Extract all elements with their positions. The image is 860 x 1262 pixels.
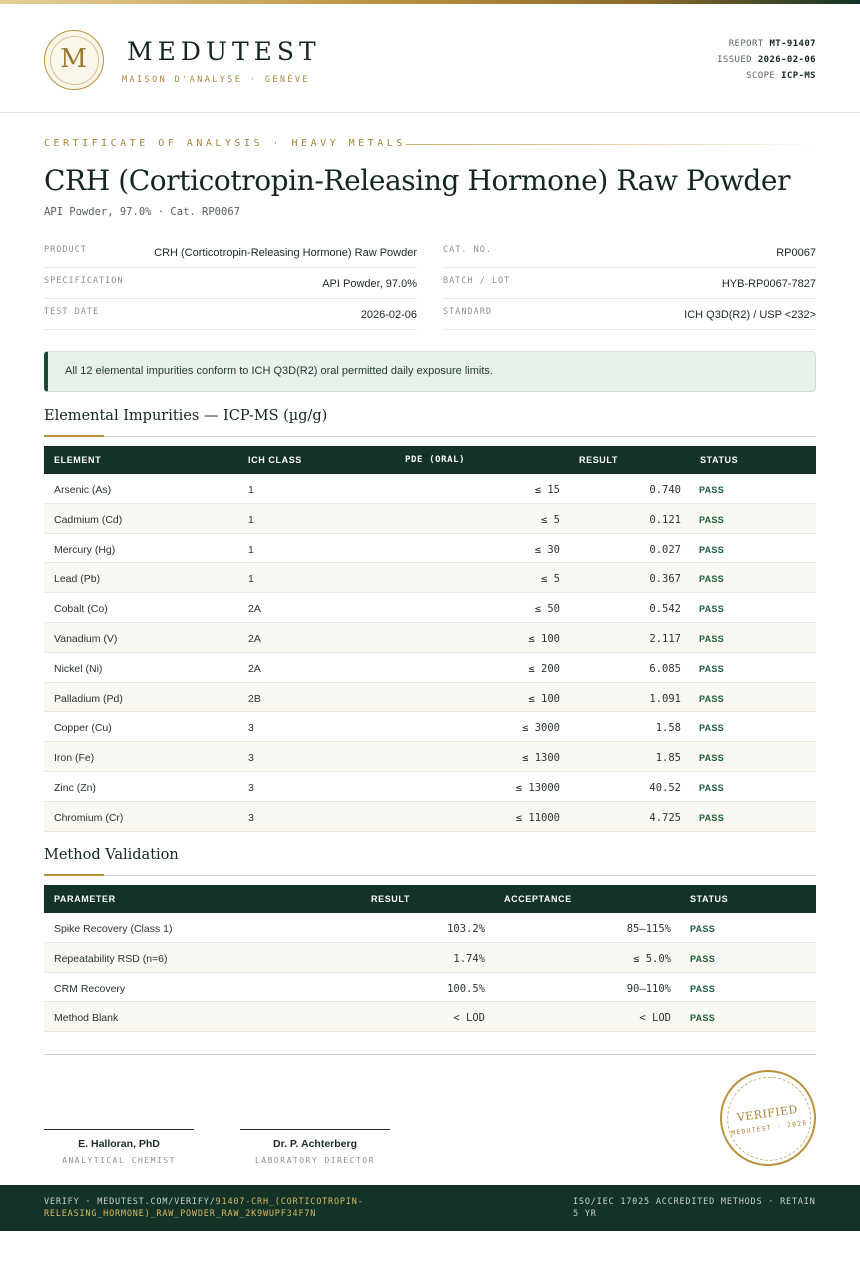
signature-divider <box>44 1054 816 1055</box>
result-value: < LOD <box>453 1012 485 1025</box>
verify-link[interactable]: 91407-CRH_(CORTICOTROPIN-RELEASING_HORMONE)_RAW_POWDER_RAW_2K9WUPF34F7N <box>44 1197 364 1219</box>
page-title: CRH (Corticotropin-Releasing Hormone) Raw Powder <box>44 164 791 197</box>
acceptance-criterion: 90–110% <box>626 982 671 995</box>
page-subtitle: API Powder, 97.0% · Cat. RP0067 <box>44 206 240 218</box>
pde-limit: ≤ 200 <box>528 662 560 675</box>
info-label: CAT. NO. <box>443 245 492 255</box>
result-value: 1.58 <box>655 722 681 735</box>
validation-table-body <box>44 913 816 1032</box>
info-row <box>44 299 417 330</box>
validation-table <box>44 885 816 1032</box>
column-header: ELEMENT <box>54 455 102 465</box>
result-value: 4.725 <box>649 811 681 824</box>
impurities-heading: Elemental Impurities — ICP-MS (µg/g) <box>44 408 328 424</box>
status-badge: PASS <box>699 663 725 674</box>
pde-limit: ≤ 11000 <box>515 811 560 824</box>
validation-heading: Method Validation <box>44 847 179 863</box>
table-row <box>44 973 816 1003</box>
table-row <box>44 474 816 504</box>
impurities-table <box>44 446 816 832</box>
signature-block <box>240 1129 390 1165</box>
result-value: 1.74% <box>453 952 485 965</box>
info-row <box>443 299 816 330</box>
status-badge: PASS <box>699 723 725 734</box>
table-row <box>44 534 816 564</box>
column-header: RESULT <box>579 455 618 465</box>
logo-letter: M <box>60 44 87 74</box>
element-name: Cobalt (Co) <box>54 603 108 616</box>
info-row <box>443 268 816 299</box>
table-row <box>44 623 816 653</box>
info-value: API Powder, 97.0% <box>322 278 417 290</box>
ich-class: 2B <box>248 692 261 705</box>
result-value: 40.52 <box>649 781 681 794</box>
verified-stamp <box>714 1064 822 1172</box>
element-name: Mercury (Hg) <box>54 543 116 556</box>
report-number: MT-91407 <box>769 39 816 49</box>
status-badge: PASS <box>699 514 725 525</box>
info-label: PRODUCT <box>44 245 87 255</box>
parameter-name: Repeatability RSD (n=6) <box>54 952 168 965</box>
signatory-name: E. Halloran, PhD <box>78 1138 160 1150</box>
result-value: 2.117 <box>649 632 681 645</box>
table-row <box>44 1002 816 1032</box>
info-label: SPECIFICATION <box>44 276 124 286</box>
status-badge: PASS <box>690 983 716 994</box>
table-row <box>44 742 816 772</box>
column-header: ICH CLASS <box>248 455 302 465</box>
table-row <box>44 504 816 534</box>
status-badge: PASS <box>699 544 725 555</box>
info-value: RP0067 <box>776 247 816 259</box>
pde-limit: ≤ 100 <box>528 632 560 645</box>
acceptance-criterion: 85–115% <box>626 923 671 935</box>
info-grid-right <box>443 237 816 330</box>
status-badge: PASS <box>699 753 725 764</box>
table-row <box>44 563 816 593</box>
table-header <box>44 885 816 913</box>
issued-date: 2026-02-06 <box>757 55 816 65</box>
element-name: Chromium (Cr) <box>54 811 124 824</box>
result-value: 6.085 <box>649 662 681 675</box>
conformance-notice <box>44 351 816 392</box>
result-value: 103.2% <box>447 923 485 935</box>
parameter-name: CRM Recovery <box>54 982 126 995</box>
column-header: PDE (ORAL) <box>405 455 466 465</box>
report-label: REPORT <box>728 39 764 49</box>
element-name: Lead (Pb) <box>54 573 101 586</box>
info-label: TEST DATE <box>44 307 100 317</box>
parameter-name: Spike Recovery (Class 1) <box>54 923 173 935</box>
info-row <box>443 237 816 268</box>
signature-block <box>44 1129 194 1165</box>
table-row <box>44 772 816 802</box>
pde-limit: ≤ 13000 <box>515 781 560 794</box>
info-row <box>44 237 417 268</box>
footer <box>0 1185 860 1231</box>
ich-class: 2A <box>248 632 261 645</box>
parameter-name: Method Blank <box>54 1012 119 1025</box>
impurities-heading-rule <box>44 436 816 437</box>
info-value: CRH (Corticotropin-Releasing Hormone) Raw Powder <box>154 247 417 259</box>
column-header: STATUS <box>700 455 739 465</box>
stamp-sub-text: MEDUTEST · 2026 <box>730 1118 808 1138</box>
signatory-name: Dr. P. Achterberg <box>272 1138 358 1150</box>
ich-class: 2A <box>248 662 261 675</box>
pde-limit: ≤ 30 <box>534 543 560 556</box>
pde-limit: ≤ 3000 <box>522 722 560 735</box>
table-row <box>44 683 816 713</box>
element-name: Arsenic (As) <box>54 484 112 496</box>
column-header: ACCEPTANCE <box>504 894 572 904</box>
column-header: PARAMETER <box>54 894 116 904</box>
pde-limit: ≤ 15 <box>534 484 560 496</box>
certificate-eyebrow: CERTIFICATE OF ANALYSIS · HEAVY METALS <box>44 138 406 149</box>
result-value: 0.367 <box>649 573 681 586</box>
info-grid-left <box>44 237 417 330</box>
verify-prefix: VERIFY · MEDUTEST.COM/VERIFY/ <box>44 1197 216 1207</box>
scope-label: SCOPE <box>746 71 776 81</box>
eyebrow-divider <box>406 144 816 145</box>
result-value: 0.121 <box>649 513 681 526</box>
table-row <box>44 913 816 943</box>
impurities-table-body <box>44 474 816 832</box>
status-badge: PASS <box>690 1013 716 1024</box>
result-value: 100.5% <box>447 982 485 995</box>
signatory-role: LABORATORY DIRECTOR <box>254 1156 375 1165</box>
table-row <box>44 802 816 832</box>
status-badge: PASS <box>690 953 716 964</box>
stamp-main-text: VERIFIED <box>736 1102 799 1125</box>
status-badge: PASS <box>699 574 725 585</box>
element-name: Zinc (Zn) <box>54 781 96 794</box>
ich-class: 2A <box>248 603 261 616</box>
element-name: Palladium (Pd) <box>54 692 123 705</box>
status-badge: PASS <box>699 812 725 823</box>
acceptance-criterion: < LOD <box>639 1012 671 1025</box>
report-meta <box>717 36 816 84</box>
acceptance-criterion: ≤ 5.0% <box>633 952 671 965</box>
pde-limit: ≤ 100 <box>528 692 560 705</box>
signatory-role: ANALYTICAL CHEMIST <box>62 1156 176 1165</box>
status-badge: PASS <box>699 693 725 704</box>
brand-tagline: MAISON D'ANALYSE · GENÈVE <box>122 75 310 85</box>
ich-class: 3 <box>248 781 254 794</box>
info-value: HYB-RP0067-7827 <box>721 278 816 290</box>
result-value: 1.85 <box>655 752 681 765</box>
table-row <box>44 712 816 742</box>
result-value: 1.091 <box>649 692 681 705</box>
brand-logo <box>44 30 104 90</box>
ich-class: 3 <box>248 811 254 824</box>
status-badge: PASS <box>699 604 725 615</box>
element-name: Nickel (Ni) <box>54 662 103 675</box>
header <box>0 4 860 113</box>
ich-class: 3 <box>248 752 254 765</box>
accreditation-text: ISO/IEC 17025 ACCREDITED METHODS · RETAIN 5 YR <box>573 1197 816 1219</box>
pde-limit: ≤ 5 <box>541 513 560 526</box>
info-value: 2026-02-06 <box>360 309 417 321</box>
status-badge: PASS <box>690 924 716 934</box>
table-row <box>44 943 816 973</box>
validation-heading-rule <box>44 875 816 876</box>
status-badge: PASS <box>699 633 725 644</box>
pde-limit: ≤ 50 <box>534 603 560 616</box>
element-name: Vanadium (V) <box>54 632 118 645</box>
result-value: 0.740 <box>649 484 681 496</box>
info-label: BATCH / LOT <box>443 276 511 286</box>
status-badge: PASS <box>699 782 725 793</box>
pde-limit: ≤ 5 <box>541 573 560 586</box>
ich-class: 3 <box>248 722 254 735</box>
status-badge: PASS <box>699 485 725 495</box>
column-header: RESULT <box>371 894 410 904</box>
table-row <box>44 653 816 683</box>
element-name: Copper (Cu) <box>54 722 112 735</box>
info-label: STANDARD <box>443 307 492 317</box>
column-header: STATUS <box>690 894 729 904</box>
result-value: 0.542 <box>649 603 681 616</box>
ich-class: 1 <box>248 573 254 586</box>
brand-name: MEDUTEST <box>127 37 321 66</box>
ich-class: 1 <box>248 543 254 556</box>
ich-class: 1 <box>248 484 254 496</box>
issued-label: ISSUED <box>717 55 752 65</box>
scope-value: ICP-MS <box>781 71 816 81</box>
pde-limit: ≤ 1300 <box>522 752 560 765</box>
verify-text <box>44 1196 404 1220</box>
notice-text: All 12 elemental impurities conform to ICH Q3D(R2) oral permitted daily exposure limits. <box>65 365 493 377</box>
element-name: Iron (Fe) <box>54 752 95 765</box>
result-value: 0.027 <box>649 543 681 556</box>
element-name: Cadmium (Cd) <box>54 513 123 526</box>
ich-class: 1 <box>248 513 254 526</box>
table-header <box>44 446 816 474</box>
table-row <box>44 593 816 623</box>
info-row <box>44 268 417 299</box>
info-value: ICH Q3D(R2) / USP <232> <box>684 309 816 321</box>
